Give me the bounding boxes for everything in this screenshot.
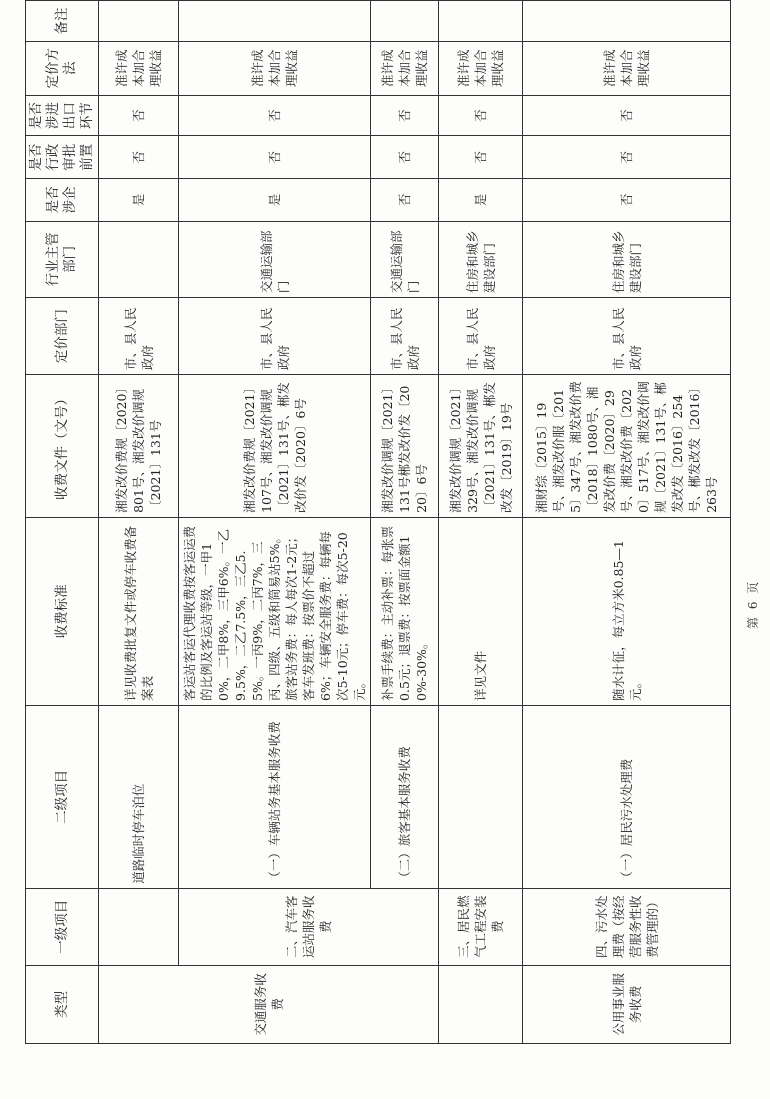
import-export-cell: 否 xyxy=(371,95,439,136)
industry-dept-cell: 交通运输部门 xyxy=(179,221,371,297)
admin-approval-cell: 否 xyxy=(371,136,439,179)
level1-cell: 四、污水处理费（按经营服务性收费管理的） xyxy=(523,888,731,965)
page-number: 第 6 页 xyxy=(746,579,760,629)
table-row xyxy=(179,1,371,1044)
remarks-cell xyxy=(179,1,371,42)
industry-dept-cell: 交通运输部门 xyxy=(371,221,439,297)
import-export-cell: 否 xyxy=(439,95,523,136)
remarks-cell xyxy=(523,1,731,42)
header-pricing-method: 定价方法 xyxy=(26,41,99,95)
document-cell: 湘发改价费规〔2021〕107号、湘发改价调规〔2021〕131号、郴发改价发〔2020〕6号 xyxy=(179,375,371,518)
industry-dept-cell: 住房和城乡建设部门 xyxy=(439,221,523,297)
industry-dept-cell xyxy=(99,221,179,297)
header-pricing-dept: 定价部门 xyxy=(26,298,99,375)
header-level2: 二级项目 xyxy=(26,705,99,888)
enterprise-cell: 否 xyxy=(371,179,439,222)
admin-approval-cell: 否 xyxy=(179,136,371,179)
level2-cell: （一）居民污水处理费 xyxy=(523,705,731,888)
header-level1: 一级项目 xyxy=(26,888,99,965)
level2-cell: 道路临时停车泊位 xyxy=(99,705,179,888)
industry-dept-cell: 住房和城乡建设部门 xyxy=(523,221,731,297)
document-cell: 湘财综〔2015〕19号、湘发改价服〔2015〕347号、湘发改价费〔2018〕1080号、湘发改价费〔2020〕29号、湘发改价费〔2020〕517号、湘发改价调规〔2021〕131号、郴发改发〔2016〕254号、郴发改发〔2016〕263号 xyxy=(523,375,731,518)
level1-cell: 三、居民燃气工程安装费 xyxy=(439,888,523,965)
pricing-dept-cell: 市、县人民政府 xyxy=(99,298,179,375)
enterprise-cell: 是 xyxy=(439,179,523,222)
pricing-dept-cell: 市、县人民政府 xyxy=(371,298,439,375)
level1-cell: 二、汽车客运站服务收费 xyxy=(179,888,439,965)
header-category: 类型 xyxy=(26,965,99,1043)
admin-approval-cell: 否 xyxy=(99,136,179,179)
category-cell: 公用事业服务收费 xyxy=(523,965,731,1043)
admin-approval-cell: 否 xyxy=(523,136,731,179)
category-cell xyxy=(439,965,523,1043)
remarks-cell xyxy=(439,1,523,42)
enterprise-cell: 是 xyxy=(99,179,179,222)
standard-cell: 补票手续费：主动补票：每张票0.5元；退票费：按票面金额10%-30%。 xyxy=(371,517,439,705)
header-admin-approval: 是否行政审批前置 xyxy=(26,136,99,179)
header-enterprise: 是否涉企 xyxy=(26,179,99,222)
admin-approval-cell: 否 xyxy=(439,136,523,179)
pricing-method-cell: 准许成本加合理收益 xyxy=(179,41,371,95)
pricing-dept-cell: 市、县人民政府 xyxy=(523,298,731,375)
pricing-dept-cell: 市、县人民政府 xyxy=(439,298,523,375)
level2-cell xyxy=(439,705,523,888)
pricing-method-cell: 准许成本加合理收益 xyxy=(439,41,523,95)
header-industry-dept: 行业主管部门 xyxy=(26,221,99,297)
standard-cell: 详见收费批复文件或停车收费备案表 xyxy=(99,517,179,705)
level2-cell: （二）旅客基本服务收费 xyxy=(371,705,439,888)
level2-cell: （一）车辆站务基本服务收费 xyxy=(179,705,371,888)
remarks-cell xyxy=(371,1,439,42)
standard-cell: 随水计征，每立方米0.85—1元。 xyxy=(523,517,731,705)
import-export-cell: 否 xyxy=(99,95,179,136)
pricing-dept-cell: 市、县人民政府 xyxy=(179,298,371,375)
table-row xyxy=(371,1,439,1044)
import-export-cell: 否 xyxy=(523,95,731,136)
pricing-method-cell: 准许成本加合理收益 xyxy=(371,41,439,95)
document-cell: 湘发改价调规〔2021〕131号郴发改价发〔2020〕6号 xyxy=(371,375,439,518)
fee-table xyxy=(25,0,731,1044)
remarks-cell xyxy=(99,1,179,42)
header-standard: 收费标准 xyxy=(26,517,99,705)
header-import-export: 是否涉进出口环节 xyxy=(26,95,99,136)
pricing-method-cell: 准许成本加合理收益 xyxy=(523,41,731,95)
header-document: 收费文件（文号） xyxy=(26,375,99,518)
category-cell: 交通服务收费 xyxy=(99,965,439,1043)
pricing-method-cell: 准许成本加合理收益 xyxy=(99,41,179,95)
enterprise-cell: 是 xyxy=(179,179,371,222)
level1-cell xyxy=(99,888,179,965)
import-export-cell: 否 xyxy=(179,95,371,136)
header-row xyxy=(26,1,99,1044)
table-row xyxy=(439,1,523,1044)
table-row xyxy=(99,1,179,1044)
header-remarks: 备注 xyxy=(26,1,99,42)
standard-cell: 详见文件 xyxy=(439,517,523,705)
document-cell: 湘发改价调规〔2021〕329号、湘发改价调规〔2021〕131号、郴发改发〔2019〕19号 xyxy=(439,375,523,518)
table-row xyxy=(523,1,731,1044)
enterprise-cell: 否 xyxy=(523,179,731,222)
document-cell: 湘发改价费规〔2020〕801号、湘发改价调规〔2021〕131号 xyxy=(99,375,179,518)
standard-cell: 客运站客运代理收费按客运运费的比例及客运站等级，一甲10%，二甲8%，三甲6%。一乙9.5%，二乙7.5%，三乙5.5%。一丙9%，二丙7%，三丙、四级、五级和简易站5%。旅客站务费：每人每次1-2元；客车发班费：按票价不超过6%；车辆安全服务费：每辆每次5-10元；停车费：每次5-20元。 xyxy=(179,517,371,705)
